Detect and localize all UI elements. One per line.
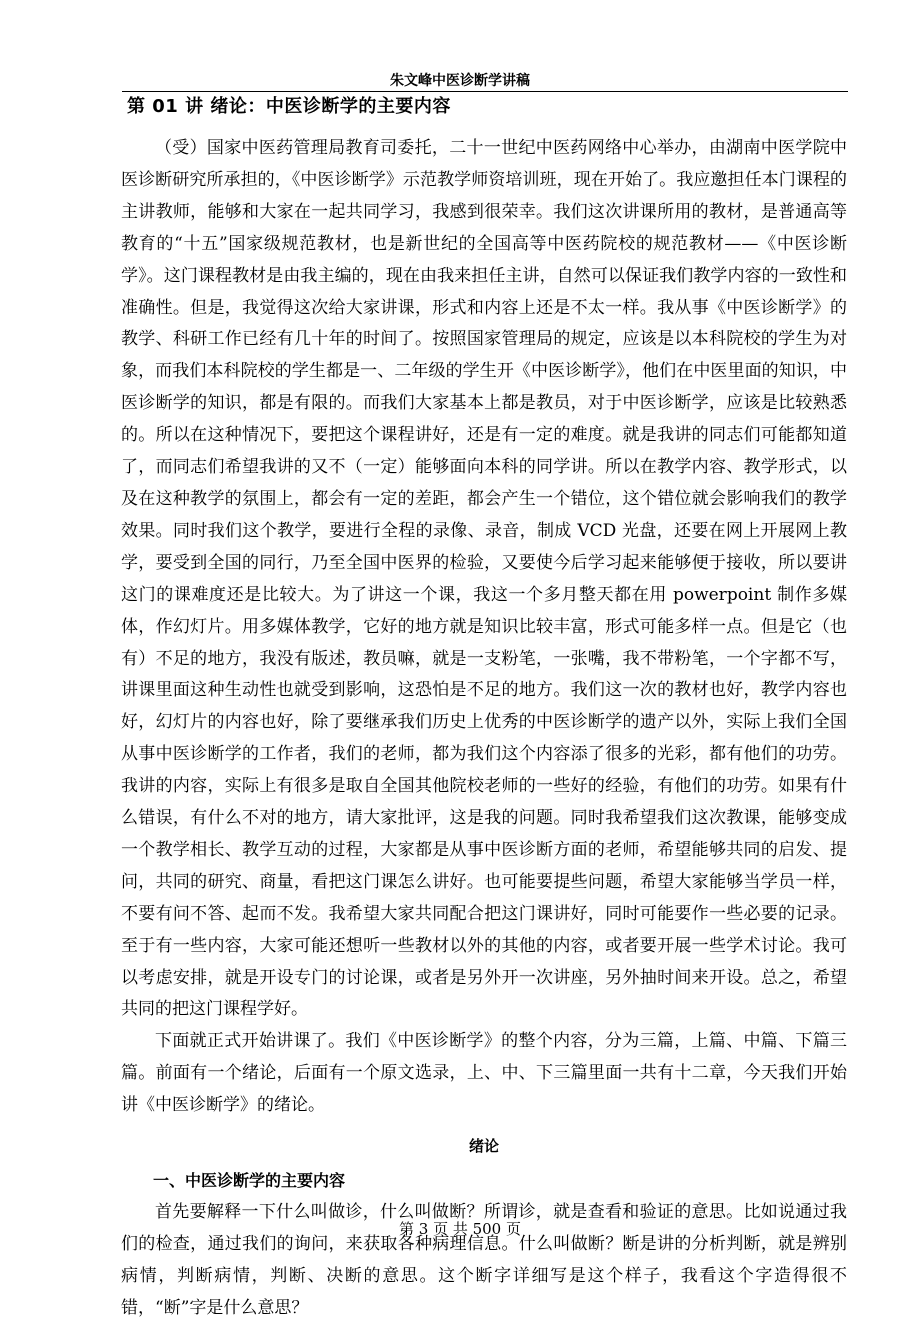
section-title: 绪论 <box>468 1137 499 1156</box>
body-content <box>121 133 847 1325</box>
paragraph-intro: （受）国家中医药管理局教育司委托，二十一世纪中医药网络中心举办，由湖南中医学院中医诊断研究所承担的，《中医诊断学》示范教学师资培训班，现在开始了。我应邀担任本门课程的主讲教师，能够和大家在一起共同学习，我感到很荣幸。我们这次讲课所用的教材，是普通高等教育的“十五”国家级规范教材，也是新世纪的全国高等中医药院校的规范教材——《中医诊断学》。这门课程教材是由我主编的，现在由我来担任主讲，自然可以保证我们教学内容的一致性和准确性。但是，我觉得这次给大家讲课，形式和内容上还是不太一样。我从事《中医诊断学》的教学、科研工作已经有几十年的时间了。按照国家管理局的规定，应该是以本科院校的学生为对象，而我们本科院校的学生都是一、二年级的学生开《中医诊断学》，他们在中医里面的知识，中医诊断学的知识，都是有限的。而我们大家基本上都是教员，对于中医诊断学，应该是比较熟悉的。所以在这种情况下，要把这个课程讲好，还是有一定的难度。就是我讲的同志们可能都知道了，而同志们希望我讲的又不（一定）能够面向本科的同学讲。所以在教学内容、教学形式，以及在这种教学的氛围上，都会有一定的差距，都会产生一个错位，这个错位就会影响我们的教学效果。同时我们这个教学，要进行全程的录像、录音，制成 VCD 光盘，还要在网上开展网上教学，要受到全国的同行，乃至全国中医界的检验，又要使今后学习起来能够便于接收，所以要讲这门的课难度还是比较大。为了讲这一个课，我这一个多月整天都在用 powerpoint 制作多媒体，作幻灯片。用多媒体教学，它好的地方就是知识比较丰富，形式可能多样一点。但是它（也有）不足的地方，我没有版述，教员嘛，就是一支粉笔，一张嘴，我不带粉笔，一个字都不写，讲课里面这种生动性也就受到影响，这恐怕是不足的地方。我们这一次的教材也好，教学内容也好，幻灯片的内容也好，除了要继承我们历史上优秀的中医诊断学的遗产以外，实际上我们全国从事中医诊断学的工作者，我们的老师，都为我们这个内容添了很多的光彩，都有他们的功劳。我讲的内容，实际上有很多是取自全国其他院校老师的一些好的经验，有他们的功劳。如果有什么错误，有什么不对的地方，请大家批评，这是我的问题。同时我希望我们这次教课，能够变成一个教学相长、教学互动的过程，大家都是从事中医诊断方面的老师，希望能够共同的启发、提问，共同的研究、商量，看把这门课怎么讲好。也可能要提些问题，希望大家能够当学员一样，不要有问不答、起而不发。我希望大家共同配合把这门课讲好，同时可能要作一些必要的记录。至于有一些内容，大家可能还想听一些教材以外的其他的内容，或者要开展一些学术讨论。我可以考虑安排，就是开设专门的讨论课，或者是另外开一次讲座，另外抽时间来开设。总之，希望共同的把这门课程学好。 <box>121 138 847 1020</box>
lecture-title: 第 01 讲 绪论：中医诊断学的主要内容 <box>127 96 451 117</box>
paragraph-outline: 下面就正式开始讲课了。我们《中医诊断学》的整个内容，分为三篇，上篇、中篇、下篇三篇。前面有一个绪论，后面有一个原文选录，上、中、下三篇里面一共有十二章，今天我们开始讲《中医诊断学》的绪论。 <box>121 1031 847 1116</box>
running-header: 朱文峰中医诊断学讲稿 <box>390 73 530 89</box>
section-subheading: 一、中医诊断学的主要内容 <box>153 1171 346 1190</box>
page-number: 第 3 页 共 500 页 <box>398 1220 521 1238</box>
paragraph-definition: 首先要解释一下什么叫做诊，什么叫做断？所谓诊，就是查看和验证的意思。比如说通过我们的检查，通过我们的询问，来获取各种病理信息。什么叫做断？断是讲的分析判断，就是辨别病情，判断病情，判断、决断的意思。这个断字详细写是这个样子，我看这个字造得很不错，“断”字是什么意思？ <box>121 1201 847 1318</box>
